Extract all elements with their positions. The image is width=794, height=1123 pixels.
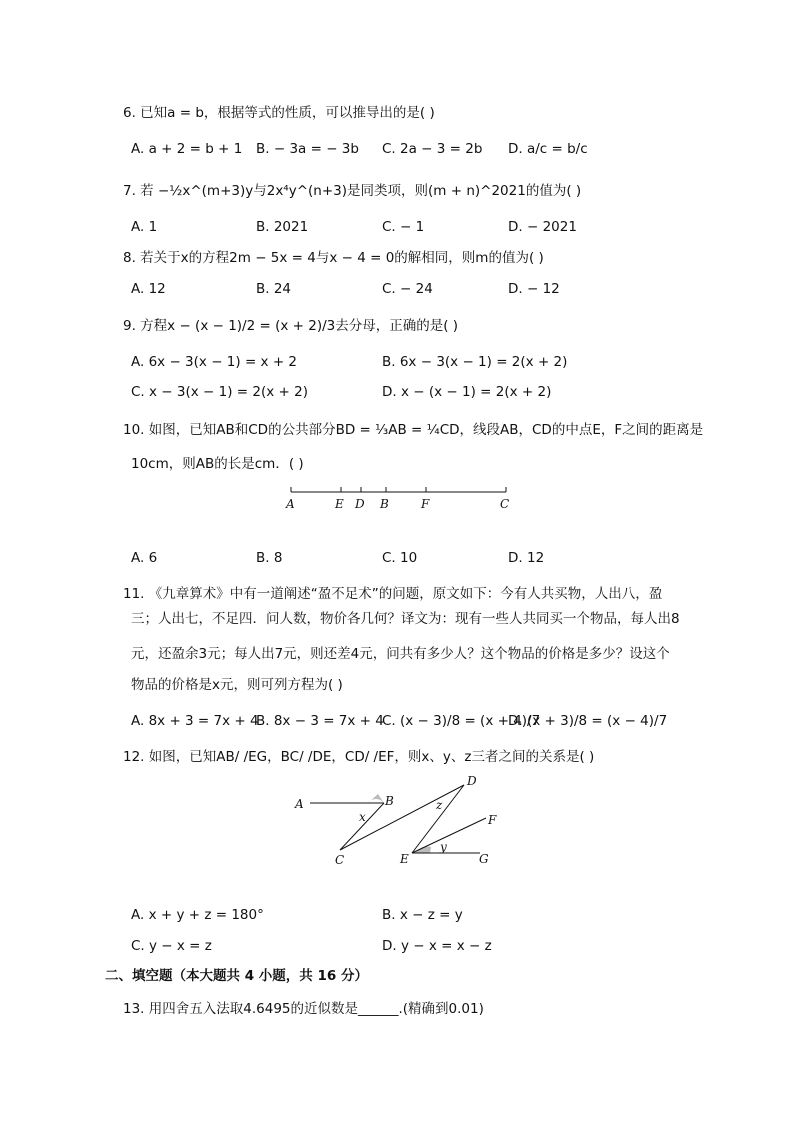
- q12-label-a: A: [295, 797, 304, 811]
- q12-label-f: F: [488, 813, 497, 827]
- q9-option-a: A. 6x − 3(x − 1) = x + 2: [131, 354, 298, 370]
- q11-line2: 三；人出七，不足四．问人数，物价各几何？译文为：现有一些人共同买一个物品，每人出8: [131, 611, 680, 627]
- q8-option-a: A. 12: [131, 281, 166, 297]
- q12-angle-z: z: [436, 798, 443, 812]
- q12-stem: 12. 如图，已知AB/ /EG，BC/ /DE，CD/ /EF，则x、y、z三者之间的关系是( ): [123, 749, 595, 765]
- q7-option-b: B. 2021: [256, 219, 309, 235]
- q11-option-a: A. 8x + 3 = 7x + 4: [131, 713, 259, 729]
- q12-angle-x: x: [359, 810, 366, 824]
- q6-stem: 6. 已知a = b，根据等式的性质，可以推导出的是( ): [123, 105, 435, 121]
- q6-option-c: C. 2a − 3 = 2b: [382, 141, 483, 157]
- q12-option-a: A. x + y + z = 180°: [131, 907, 264, 923]
- q9-option-d: D. x − (x − 1) = 2(x + 2): [382, 384, 552, 400]
- q8-option-b: B. 24: [256, 281, 292, 297]
- q7-option-d: D. − 2021: [508, 219, 577, 235]
- q10-label-a: A: [286, 497, 295, 511]
- q7-option-a: A. 1: [131, 219, 158, 235]
- section-2-title: 二、填空题（本大题共 4 小题，共 16 分）: [105, 968, 368, 984]
- q6-option-d: D. a/c = b/c: [508, 141, 588, 157]
- q8-option-d: D. − 12: [508, 281, 560, 297]
- q10-option-d: D. 12: [508, 550, 545, 566]
- q9-option-b: B. 6x − 3(x − 1) = 2(x + 2): [382, 354, 568, 370]
- q11-option-c: C. (x − 3)/8 = (x + 4)/7: [382, 713, 541, 729]
- q10-stem-line2: 10cm，则AB的长是cm．( ): [131, 456, 304, 472]
- q13-stem: 13. 用四舍五入法取4.6495的近似数是______.(精确到0.01): [123, 1001, 484, 1017]
- q12-label-g: G: [479, 852, 489, 866]
- q12-label-c: C: [335, 853, 345, 867]
- q7-option-c: C. − 1: [382, 219, 425, 235]
- q9-stem: 9. 方程x − (x − 1)/2 = (x + 2)/3去分母，正确的是( ): [123, 318, 459, 334]
- q12-option-d: D. y − x = x − z: [382, 938, 492, 954]
- q10-option-b: B. 8: [256, 550, 283, 566]
- q7-stem: 7. 若 −½x^(m+3)y与2x⁴y^(n+3)是同类项，则(m + n)^2021的值为( ): [123, 183, 582, 199]
- q8-stem: 8. 若关于x的方程2m − 5x = 4与x − 4 = 0的解相同，则m的值为( ): [123, 250, 544, 266]
- q10-option-c: C. 10: [382, 550, 418, 566]
- q10-option-a: A. 6: [131, 550, 158, 566]
- q10-label-b: B: [380, 497, 389, 511]
- q11-line1: 11. 《九章算术》中有一道阐述“盈不足术”的问题，原文如下：今有人共买物，人出八，盈: [123, 586, 663, 602]
- q11-line4: 物品的价格是x元，则可列方程为( ): [131, 677, 343, 693]
- q12-angle-y: y: [440, 840, 447, 854]
- q12-label-b: B: [385, 794, 394, 808]
- q6-option-b: B. − 3a = − 3b: [256, 141, 359, 157]
- q12-option-c: C. y − x = z: [131, 938, 212, 954]
- q11-option-d: D. (x + 3)/8 = (x − 4)/7: [508, 713, 668, 729]
- q12-parallel-lines-figure: [290, 772, 510, 872]
- q8-option-c: C. − 24: [382, 281, 433, 297]
- q10-label-d: D: [355, 497, 365, 511]
- q10-label-c: C: [500, 497, 510, 511]
- q10-label-f: F: [421, 497, 430, 511]
- q12-label-e: E: [400, 852, 409, 866]
- q10-label-e: E: [335, 497, 344, 511]
- q9-option-c: C. x − 3(x − 1) = 2(x + 2): [131, 384, 308, 400]
- q12-option-b: B. x − z = y: [382, 907, 463, 923]
- q6-option-a: A. a + 2 = b + 1: [131, 141, 243, 157]
- q10-segment-figure: [282, 484, 522, 514]
- q11-line3: 元，还盈余3元；每人出7元，则还差4元，问共有多少人？这个物品的价格是多少？设这个: [131, 646, 670, 662]
- q12-label-d: D: [467, 774, 477, 788]
- q11-option-b: B. 8x − 3 = 7x + 4: [256, 713, 384, 729]
- q10-stem-line1: 10. 如图，已知AB和CD的公共部分BD = ⅓AB = ¼CD，线段AB，CD的中点E，F之间的距离是: [123, 422, 704, 438]
